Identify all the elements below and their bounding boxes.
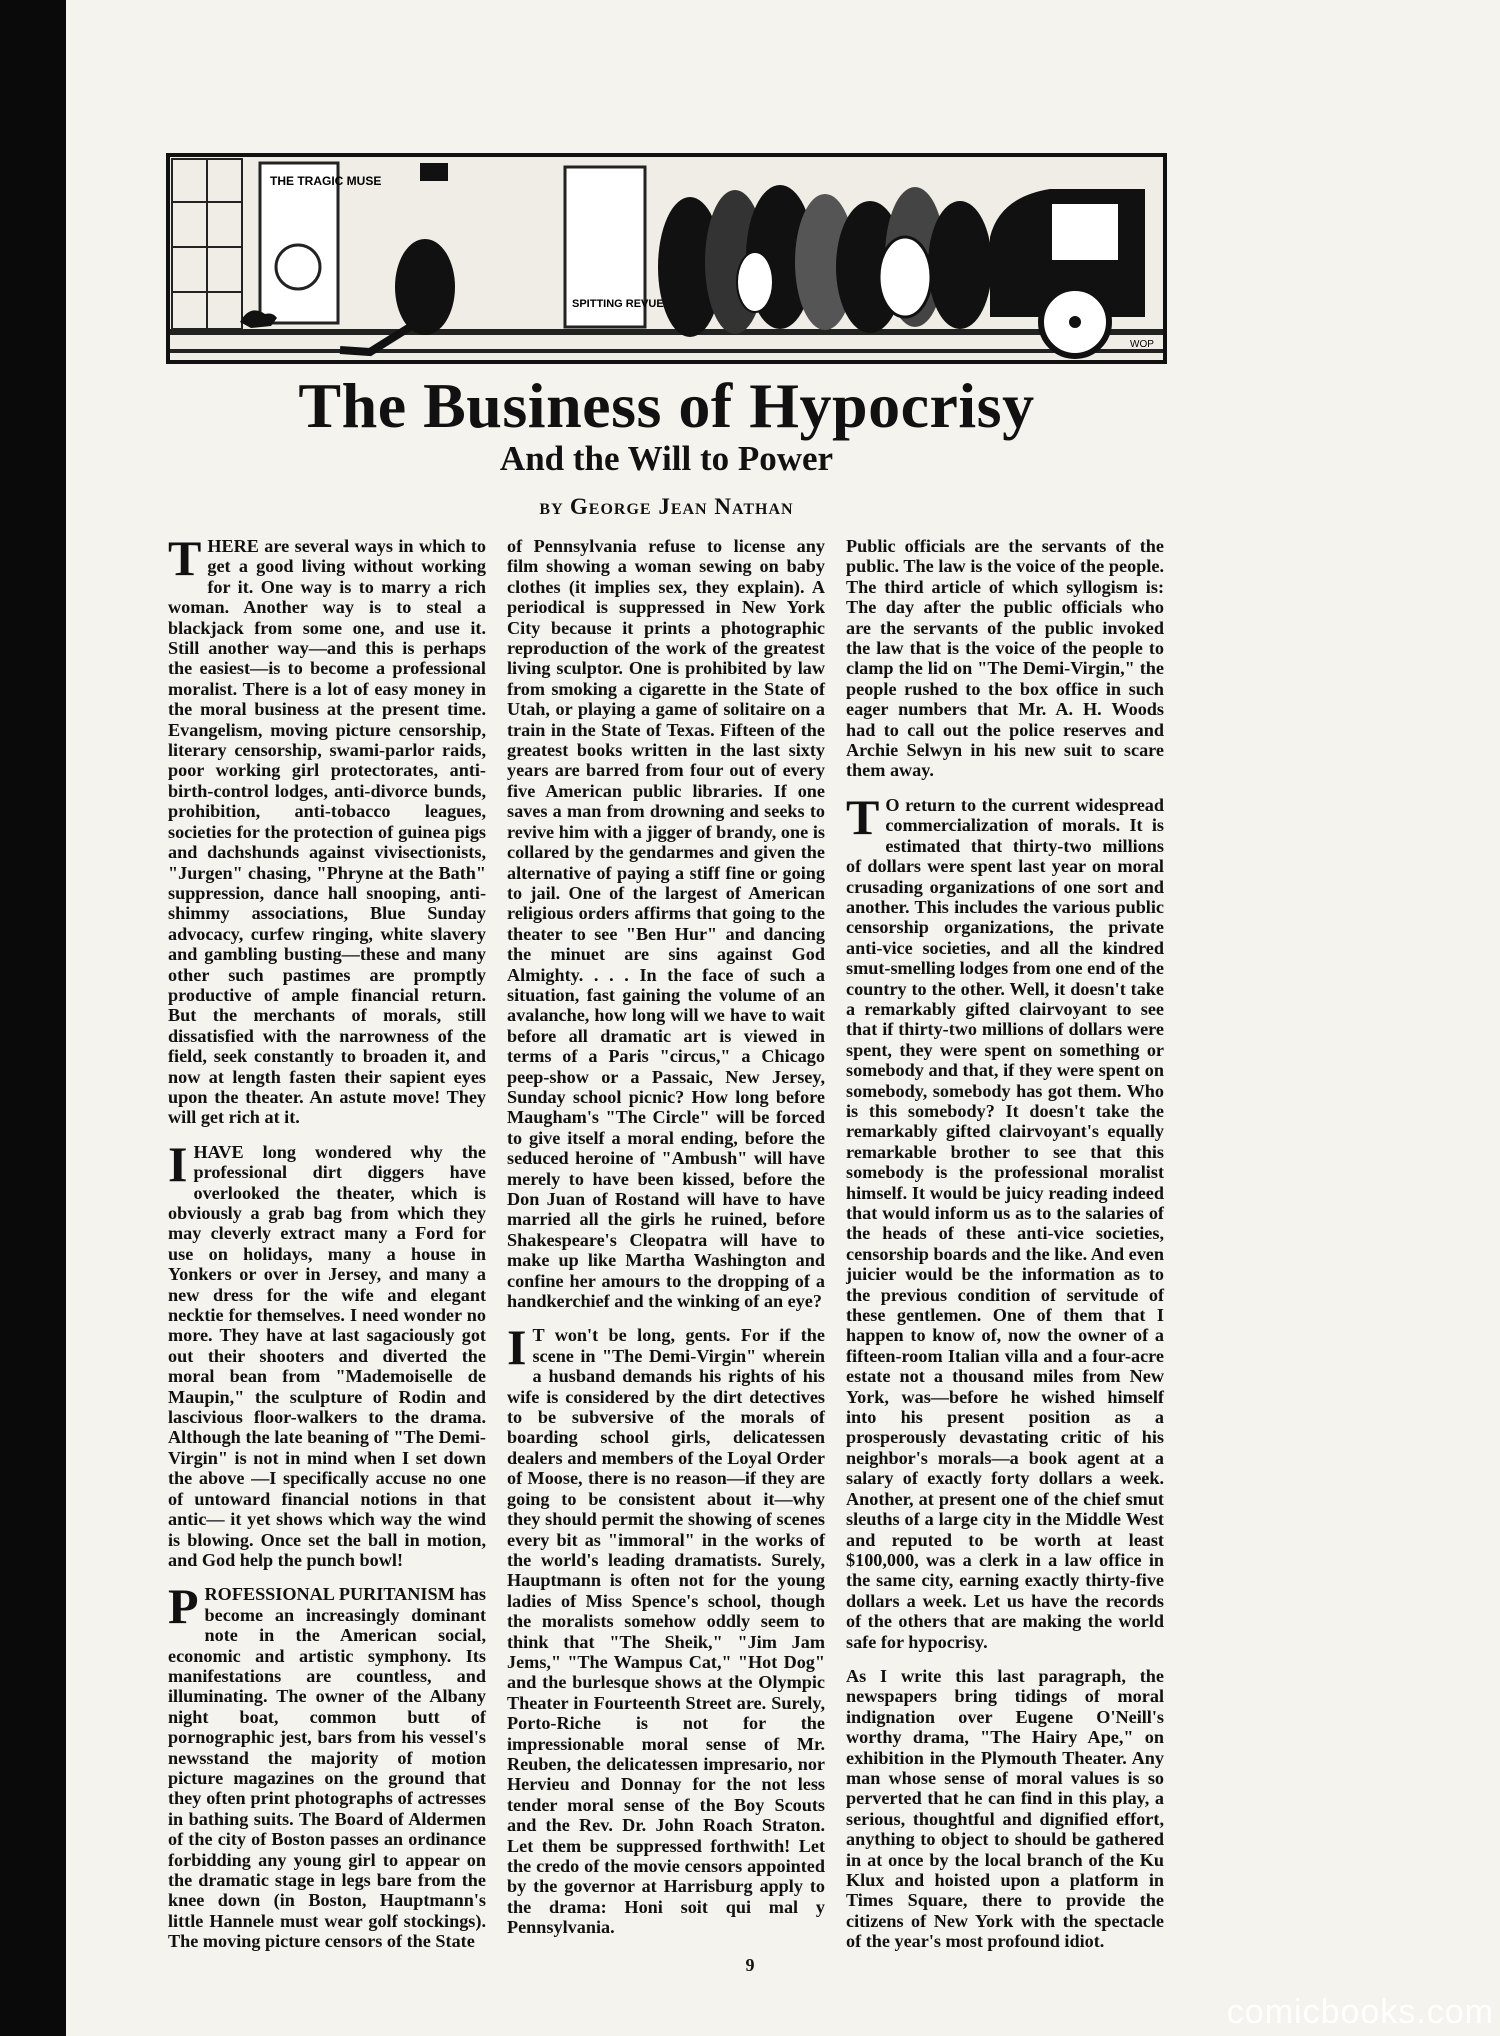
paragraph-text: Public officials are the servants of the public. The law is the voice of the people. The third article of which syllogism is: The day after the public officials who are the servants of the public invoked the law that is the voice of the people to clamp the lid on "The Demi-Virgin," the people rushed to the box office in such eager numbers that Mr. A. H. Woods had to call out the police reserves and Archie Selwyn in his new suit to scare them away. [846,536,1164,781]
paragraph [168,1135,486,1571]
drop-cap: P [168,1578,199,1635]
header-illustration [166,153,1167,364]
article-subtitle: And the Will to Power [499,439,834,478]
poster-left-text: THE TRAGIC MUSE [270,174,382,188]
binding-gutter [0,0,66,2036]
paragraph [507,536,825,1311]
text-column-2 [507,536,825,1952]
paragraph-text: HAVE long wondered why the professional dirt diggers have overlooked the theater, which is obviously a grab bag from which they may cleverly extract many a Ford for use on holidays, many a house in Yonkers or over in Jersey, and many a new dress for the wife and elegant necktie for themselves. I need wonder no more. They have at last sagaciously got out their shooters and diverted the moral bean from "Mademoiselle de Maupin," the sculpture of Rodin and lascivious floor-walkers to the drama. Although the late beaning of "The Demi-Virgin" is not in mind when I set down the above —I specifically accuse no one of untoward financial notions in that antic— it yet shows which way the wind is blowing. Once set the ball in motion, and God help the punch bowl! [168,1141,486,1570]
paragraph [168,1578,486,1952]
text-column-1 [168,530,486,1966]
drop-cap: I [168,1135,188,1192]
article-title: The Business of Hypocrisy [298,370,1035,441]
crowd-illustration [170,157,1163,360]
paragraph [846,788,1164,1652]
poster-right-text: SPITTING REVUE [572,298,664,310]
byline [166,494,1167,520]
paragraph-text: HERE are several ways in which to get a good living without working for it. One way is to marry a rich woman. Another way is to steal a blackjack from some one, and use it. Still another way—and this is perhaps the easiest—is to become a professional moralist. There is a lot of easy money in the moral business at the present time. Evangelism, moving picture censorship, literary censorship, swami-parlor raids, poor working girl protectorates, anti-birth-control lodges, anti-divorce bunds, prohibition, anti-tobacco leagues, societies for the protection of guinea pigs and dachshunds against vivisectionists, "Jurgen" chasing, "Phryne at the Bath" suppression, dance hall snooping, anti-shimmy associations, Blue Sunday advocacy, curfew ringing, white slavery and gambling busting—these and many other such pastimes are promptly productive of ample financial return. But the merchants of morals, still dissatisfied with the narrowness of the field, seek constantly to broaden it, and now at length fasten their sapient eyes upon the theater. An astute move! They will get rich at it. [168,536,486,1128]
artist-signature: WOP [1130,339,1154,350]
drop-cap: T [168,530,202,586]
paragraph-text: ROFESSIONAL PURITANISM has become an increasingly dominant note in the American social, economic and artistic symphony. Its manifestations are countless, and illuminating. The owner of the Albany night boat, common butt of pornographic jest, bars from his vessel's newsstand the majority of motion picture magazines on the ground that they often print photographs of actresses in bathing suits. The Board of Aldermen of the city of Boston passes an ordinance forbidding any young girl to appear on the dramatic stage in legs bare from the knee down (in Boston, Hauptmann's little Hannele must wear golf stockings). The moving picture censors of the State [168,1584,486,1952]
paragraph-text: O return to the current widespread commercialization of morals. It is estimated that thirty-two millions of dollars were spent last year on moral crusading organizations of one sort and another. This includes the various public censorship organizations, the private anti-vice societies, and all the kindred smut-smelling lodges from one end of the country to the other. Well, it doesn't take a remarkably gifted clairvoyant to see that if thirty-two millions of dollars were spent, they were spent on something or somebody and that, if they were spent on somebody, somebody has got them. Who is this somebody? It doesn't take the remarkably gifted clairvoyant's equally remarkable brother to see that this somebody is the professional moralist himself. It would be juicy reading indeed that would inform us as to the salaries of the heads of these anti-vice societies, censorship boards and the like. And even juicier would be the information as to the previous condition of servitude of these gentlemen. One of them that I happen to know of, now the owner of a fifteen-room Italian villa and a four-acre estate not a thousand miles from New York, was—before he wished himself into his present position as a prosperously devastating critic of his neighbor's morals—a book agent at a salary of exactly forty dollars a week. Another, at present one of the chief smut sleuths of a large city in the Middle West and reputed to be worth at least $100,000, was a clerk in a law office in the same city, earning exactly thirty-five dollars a week. Let us have the records of the others that are making the world safe for hypocrisy. [846,794,1164,1652]
paragraph [507,1319,825,1938]
paragraph [168,530,486,1128]
byline-prefix: BY [539,501,564,518]
page-number: 9 [745,1955,755,1975]
paragraph-text: of Pennsylvania refuse to license any film showing a woman sewing on baby clothes (it implies sex, they explain). A periodical is suppressed in New York City because it prints a photographic reproduction of the work of the greatest living sculptor. One is prohibited by law from smoking a cigarette in the State of Utah, or playing a game of solitaire on a train in the State of Texas. Fifteen of the greatest books written in the last sixty years are barred from four out of every five American public libraries. If one saves a man from drowning and seeks to revive him with a jigger of brandy, one is collared by the gendarmes and given the alternative of paying a stiff fine or going to jail. One of the largest of American religious orders affirms that going to the theater to see "Ben Hur" and dancing the minuet are sins against God Almighty. . . . In the face of such a situation, fast gaining the volume of an avalanche, how long will we have to wait before all dramatic art is viewed in terms of a Paris "circus," a Chicago peep-show or a Passaic, New Jersey, Sunday school picnic? How long before Maugham's "The Circle" will be forced to give itself a moral ending, before the seduced heroine of "Ambush" will have merely to have been kissed, before the Don Juan of Rostand will have to have married all the girls he ruined, before Shakespeare's Cleopatra will have to make up like Martha Washington and confine her amours to the dropping of a handkerchief and the winking of an eye? [507,536,825,1312]
drop-cap: I [507,1319,527,1376]
paragraph [846,1666,1164,1952]
watermark: comicbooks.com [1226,1993,1494,2031]
paragraph-text: T won't be long, gents. For if the scene in "The Demi-Virgin" wherein a husband demands his rights of his wife is considered by the dirt detectives to be subversive of the morals of boarding school girls, delicatessen dealers and members of the Loyal Order of Moose, there is no reason—if they are going to be consistent about it—why they should permit the showing of scenes every bit as "immoral" in the works of the world's leading dramatists. Surely, Hauptmann is often not for the young ladies of Miss Spence's school, though the moralists somehow oddly seem to think that "The Sheik," "Jim Jam Jems," "The Wampus Cat," "Hot Dog" and the burlesque shows at the Olympic Theater in Fourteenth Street are. Surely, Porto-Riche is not for the impressionable moral sense of Mr. Reuben, the delicatessen impresario, nor Hervieu and Donnay for the not less tender moral sense of the Boy Scouts and the Rev. Dr. John Roach Straton. Let them be suppressed forthwith! Let the credo of the movie censors appointed by the governor at Harrisburg apply to the drama: Honi soit qui mal y Pennsylvania. [507,1325,825,1938]
author-name: George Jean Nathan [569,494,794,519]
text-column-3 [846,536,1164,1966]
paragraph-text: As I write this last paragraph, the newspapers bring tidings of moral indignation over Eugene O'Neill's worthy drama, "The Hairy Ape," on exhibition in the Plymouth Theater. Any man whose sense of moral values is so perverted that he can find in this play, a serious, thoughtful and dignified effort, anything to object to should be gathered in at once by the local branch of the Ku Klux and hoisted upon a platform in Times Square, there to provide the citizens of New York with the spectacle of the year's most profound idiot. [846,1665,1164,1952]
paragraph [846,536,1164,781]
drop-cap: T [846,788,880,845]
